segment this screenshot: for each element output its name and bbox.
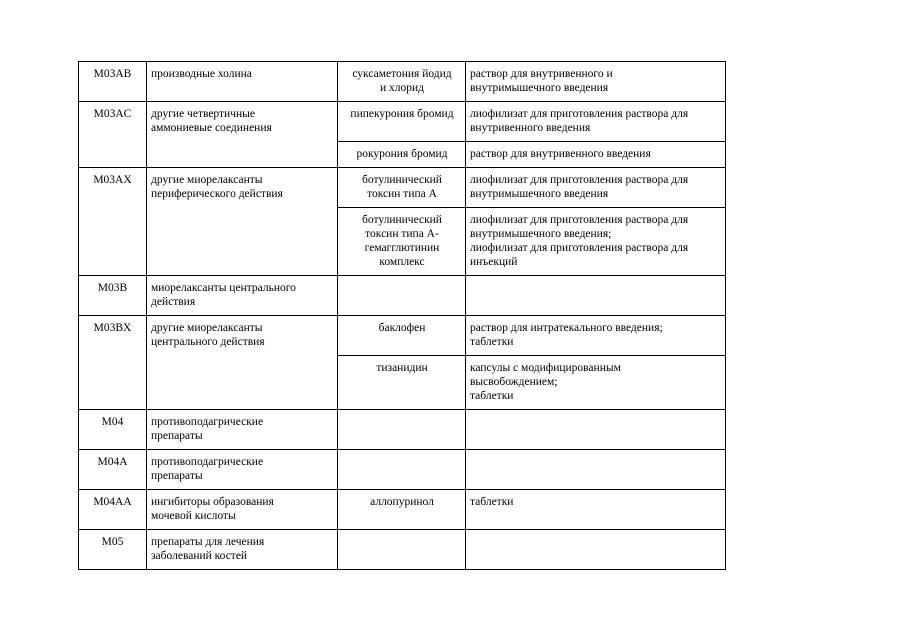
text-line: аллопуринол [370,496,434,508]
text-line: таблетки [470,336,514,348]
text-line: ботулинический [362,214,442,226]
dosage-form-cell [466,142,726,168]
text-line: раствор для интратекального введения; [470,322,663,334]
text-line: раствор для внутривенного и [470,68,613,80]
text-line: токсин типа А- [365,228,439,240]
text-line: раствор для внутривенного введения [470,148,651,160]
text-line: препараты [151,470,203,482]
atc-code-cell: M03AX [79,168,147,276]
table-row [79,276,726,316]
substance-cell [338,316,466,356]
text-line: капсулы с модифицированным [470,362,621,374]
table-row [79,62,726,102]
text-line: баклофен [378,322,426,334]
text-line: другие миорелаксанты [151,174,263,186]
table-row [79,410,726,450]
text-line: высвобождением; [470,376,558,388]
text-line: миорелаксанты центрального [151,282,296,294]
substance-cell [338,142,466,168]
dosage-form-cell [466,530,726,570]
text-line: токсин типа А [367,188,437,200]
text-line: препараты для лечения [151,536,265,548]
dosage-form-cell [466,62,726,102]
table-row [79,530,726,570]
table-body [79,62,726,570]
text-line: противоподагрические [151,456,264,468]
text-line: ингибиторы образования [151,496,274,508]
text-line: лиофилизат для приготовления раствора для [470,242,689,254]
table-row [79,316,726,356]
drug-classification-table [78,61,726,570]
group-name-cell [147,450,338,490]
text-line: пипекурония бромид [350,108,454,120]
atc-code-cell: M03B [79,276,147,316]
atc-code-cell: M04A [79,450,147,490]
text-line: лиофилизат для приготовления раствора для [470,108,689,120]
text-line: инъекций [470,256,518,268]
atc-code-cell: M04 [79,410,147,450]
group-name-cell [147,490,338,530]
text-line: мочевой кислоты [151,510,236,522]
text-line: другие четвертичные [151,108,255,120]
table-row [79,168,726,208]
text-line: центрального действия [151,336,265,348]
text-line: ботулинический [362,174,442,186]
text-line: таблетки [470,496,514,508]
text-line: препараты [151,430,203,442]
text-line: и хлорид [379,82,425,94]
dosage-form-cell [466,410,726,450]
text-line: периферического действия [151,188,283,200]
text-line: аммониевые соединения [151,122,272,134]
dosage-form-cell [466,490,726,530]
group-name-cell [147,410,338,450]
dosage-form-cell [466,102,726,142]
text-line: внутривенного введения [470,122,591,134]
substance-cell [338,450,466,490]
text-line: действия [151,296,196,308]
dosage-form-cell [466,276,726,316]
atc-code-cell: M03AC [79,102,147,168]
substance-cell [338,276,466,316]
substance-cell [338,208,466,276]
substance-cell [338,410,466,450]
text-line: гемагглютинин [364,242,440,254]
group-name-cell [147,316,338,410]
group-name-cell [147,530,338,570]
text-line: лиофилизат для приготовления раствора для [470,214,689,226]
text-line: производные холина [151,68,252,80]
substance-cell [338,356,466,410]
dosage-form-cell [466,450,726,490]
atc-code-cell: M03AB [79,62,147,102]
text-line: заболеваний костей [151,550,248,562]
atc-code-cell: M03BX [79,316,147,410]
dosage-form-cell [466,208,726,276]
text-line: другие миорелаксанты [151,322,263,334]
text-line: рокурония бромид [356,148,448,160]
group-name-cell [147,62,338,102]
group-name-cell [147,276,338,316]
atc-code-cell: M04AA [79,490,147,530]
dosage-form-cell [466,316,726,356]
substance-cell [338,102,466,142]
text-line: тизанидин [376,362,428,374]
text-line: внутримышечного введения [470,82,609,94]
text-line: внутримышечного введения; [470,228,612,240]
dosage-form-cell [466,356,726,410]
substance-cell [338,490,466,530]
text-line: лиофилизат для приготовления раствора для [470,174,689,186]
substance-cell [338,168,466,208]
table-row [79,490,726,530]
text-line: таблетки [470,390,514,402]
text-line: суксаметония йодид [352,68,452,80]
group-name-cell [147,102,338,168]
table-row [79,102,726,142]
substance-cell [338,62,466,102]
group-name-cell [147,168,338,276]
atc-code-cell: M05 [79,530,147,570]
text-line: внутримышечного введения [470,188,609,200]
table-row [79,450,726,490]
text-line: противоподагрические [151,416,264,428]
text-line: комплекс [379,256,425,268]
substance-cell [338,530,466,570]
dosage-form-cell [466,168,726,208]
